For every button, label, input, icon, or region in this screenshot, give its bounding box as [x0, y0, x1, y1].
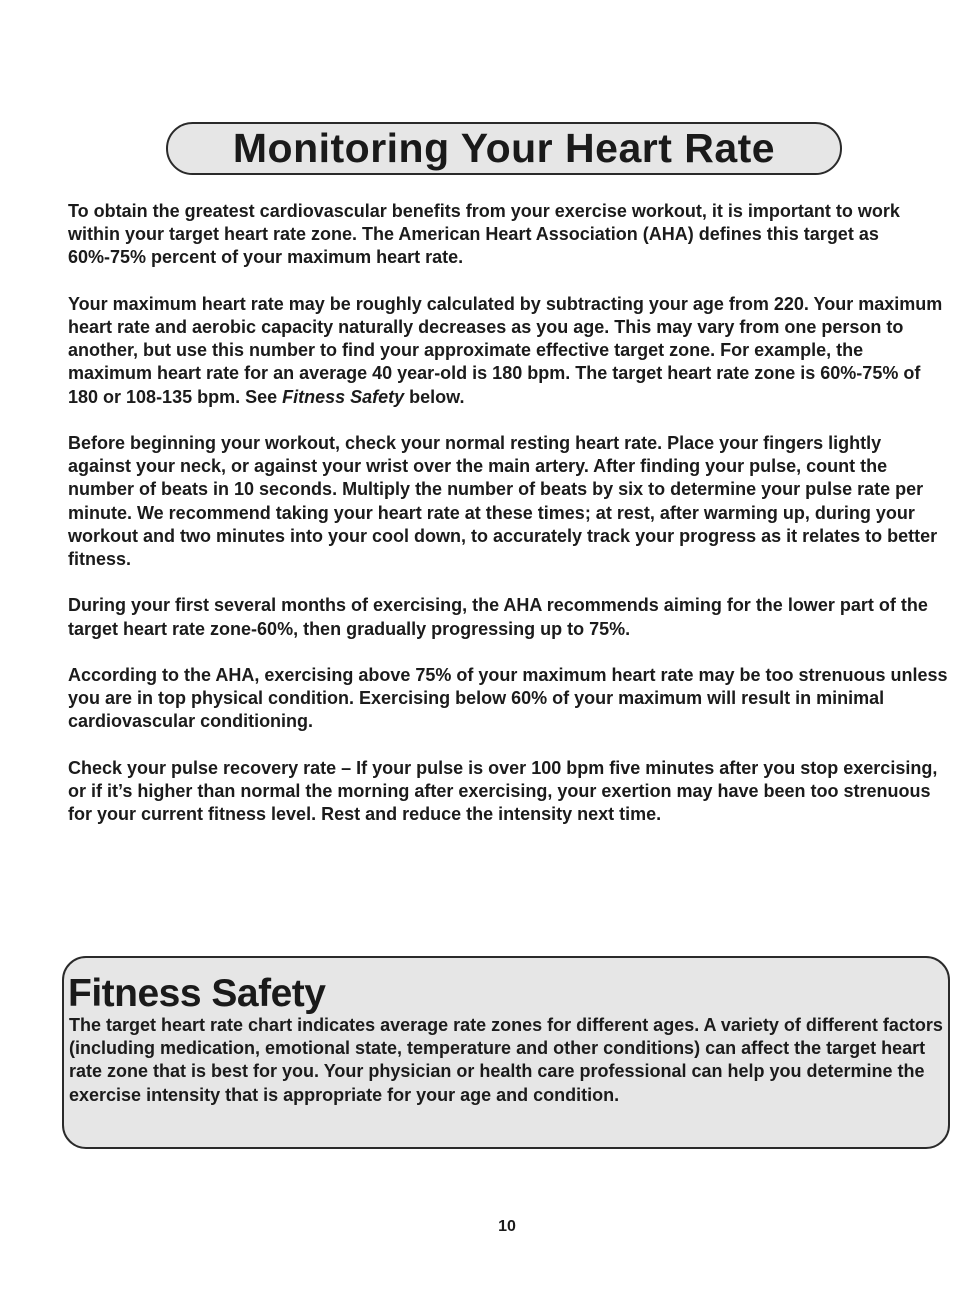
title-banner [166, 122, 842, 175]
fitness-safety-text: The target heart rate chart indicates average rate zones for different ages. A variety of different factors (including medication, emotional state, temperature and other conditions) can affect the target heart rate zone that is best for you. Your physician or health care professional can help you determine the exercise intensity that is appropriate for your age and condition. [69, 1015, 943, 1105]
fitness-safety-heading: Fitness Safety [68, 972, 326, 1015]
paragraph-pulse-recovery: Check your pulse recovery rate – If your pulse is over 100 bpm five minutes after you stop exercising, or if it’s higher than normal the morning after exercising, your exertion may have been too strenuous for your current fitness level. Rest and reduce the intensity next time. [68, 757, 938, 825]
paragraph-target-zone: To obtain the greatest cardiovascular benefits from your exercise workout, it is important to work within your target heart rate zone. The American Heart Association (AHA) defines this target as 60%-75% percent of your maximum heart rate. [68, 201, 900, 268]
paragraph-max-heart-rate [68, 293, 948, 409]
paragraph-max-heart-rate-end: below. [404, 386, 465, 407]
page-number: 10 [498, 1218, 516, 1235]
page-title: Monitoring Your Heart Rate [232, 125, 776, 171]
fitness-safety-reference: Fitness Safety [282, 386, 405, 407]
paragraph-exercise-intensity: According to the AHA, exercising above 75% of your maximum heart rate may be too strenuous unless you are in top physical condition. Exercising below 60% of your maximum will result in minimal cardiovascular conditioning. [68, 665, 948, 732]
body-text [68, 200, 948, 850]
paragraph-max-heart-rate-text: Your maximum heart rate may be roughly calculated by subtracting your age from 220. Your maximum heart rate and aerobic capacity naturally decreases as you age. This may vary from one person to another, but use this number to find your approximate effective target zone. For example, the maximum heart rate for an average 40 year-old is 180 bpm. The target heart rate zone is 60%-75% of 180 or 108-135 bpm. See [68, 293, 943, 407]
fitness-safety-box [62, 956, 950, 1149]
paragraph-resting-heart-rate: Before beginning your workout, check your normal resting heart rate. Place your fingers lightly against your neck, or against your wrist over the main artery. After finding your pulse, count the number of beats in 10 seconds. Multiply the number of beats by six to determine your pulse rate per minute. We recommend taking your heart rate at these times; at rest, after warming up, during your workout and two minutes into your cool down, to accurately track your progress as it relates to better fitness. [68, 433, 938, 570]
paragraph-first-months: During your first several months of exercising, the AHA recommends aiming for the lower part of the target heart rate zone-60%, then gradually progressing up to 75%. [68, 595, 928, 639]
